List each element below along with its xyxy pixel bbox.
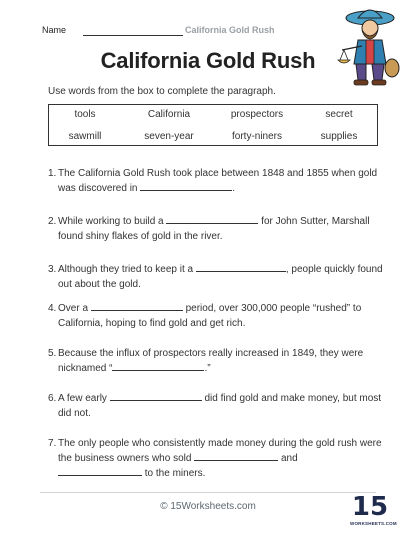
question-text: Although they tried to keep it a — [58, 264, 194, 275]
answer-blank[interactable] — [112, 361, 204, 371]
word-bank-item: secret — [325, 109, 353, 120]
name-field[interactable] — [83, 35, 183, 36]
question-5 — [48, 346, 388, 376]
question-number: 4. — [48, 303, 57, 314]
logo-text: WORKSHEETS.COM — [350, 521, 397, 526]
word-bank-item: California — [147, 109, 191, 120]
question-number: 6. — [48, 393, 57, 404]
footer-divider — [40, 492, 376, 493]
answer-blank[interactable] — [140, 181, 232, 191]
word-bank-item: sawmill — [68, 131, 102, 142]
word-bank-item: tools — [74, 109, 96, 120]
question-text-end: .” — [204, 363, 211, 374]
instructions: Use words from the box to complete the paragraph. — [48, 86, 276, 97]
word-bank-item: prospectors — [230, 109, 284, 120]
question-text-end: period, over 300,000 people “rushed” to California, hoping to find gold and get rich. — [58, 303, 362, 329]
question-number: 3. — [48, 264, 57, 275]
question-3 — [48, 262, 388, 292]
word-bank-item: supplies — [320, 131, 358, 142]
answer-blank[interactable] — [91, 301, 183, 311]
question-number: 5. — [48, 348, 57, 359]
question-1 — [48, 166, 388, 196]
question-text: While working to build a — [58, 216, 164, 227]
footer-copyright[interactable]: © 15Worksheets.com — [160, 501, 256, 512]
question-text-end: to the miners. — [144, 468, 206, 479]
question-number: 7. — [48, 438, 57, 449]
question-number: 2. — [48, 216, 57, 227]
question-4 — [48, 301, 388, 331]
question-text-end: . — [232, 183, 236, 194]
question-text: A few early — [58, 393, 107, 404]
question-text-end: for John Sutter, Marshall found shiny flakes of gold in the river. — [58, 216, 370, 242]
word-bank-item: forty-niners — [231, 131, 283, 142]
question-number: 1. — [48, 168, 57, 179]
answer-blank[interactable] — [110, 391, 202, 401]
prospector-illustration — [336, 6, 402, 88]
header-subtitle: California Gold Rush — [185, 25, 275, 35]
question-text: The only people who consistently made money during the gold rush were the business owners who sold — [58, 438, 382, 464]
question-text-end: , people quickly found out about the gold. — [58, 264, 383, 290]
name-label: Name — [42, 25, 67, 35]
question-text-middle: and — [280, 453, 298, 464]
word-bank — [48, 104, 378, 146]
logo-number: 15 — [351, 492, 389, 522]
answer-blank[interactable] — [166, 214, 258, 224]
question-7 — [48, 436, 388, 481]
question-text: Because the influx of prospectors really increased in 1849, they were nicknamed “ — [58, 348, 364, 374]
answer-blank[interactable] — [194, 451, 278, 461]
word-bank-item: seven-year — [144, 131, 194, 142]
question-text: Over a — [58, 303, 89, 314]
question-2 — [48, 214, 388, 244]
site-logo[interactable] — [350, 492, 397, 530]
page-title: California Gold Rush — [100, 48, 316, 73]
question-text-end: did find gold and make money, but most did not. — [58, 393, 382, 419]
question-6 — [48, 391, 388, 421]
question-text: The California Gold Rush took place between 1848 and 1855 when gold was discovered in — [58, 168, 378, 194]
answer-blank[interactable] — [58, 466, 142, 476]
answer-blank[interactable] — [196, 262, 286, 272]
